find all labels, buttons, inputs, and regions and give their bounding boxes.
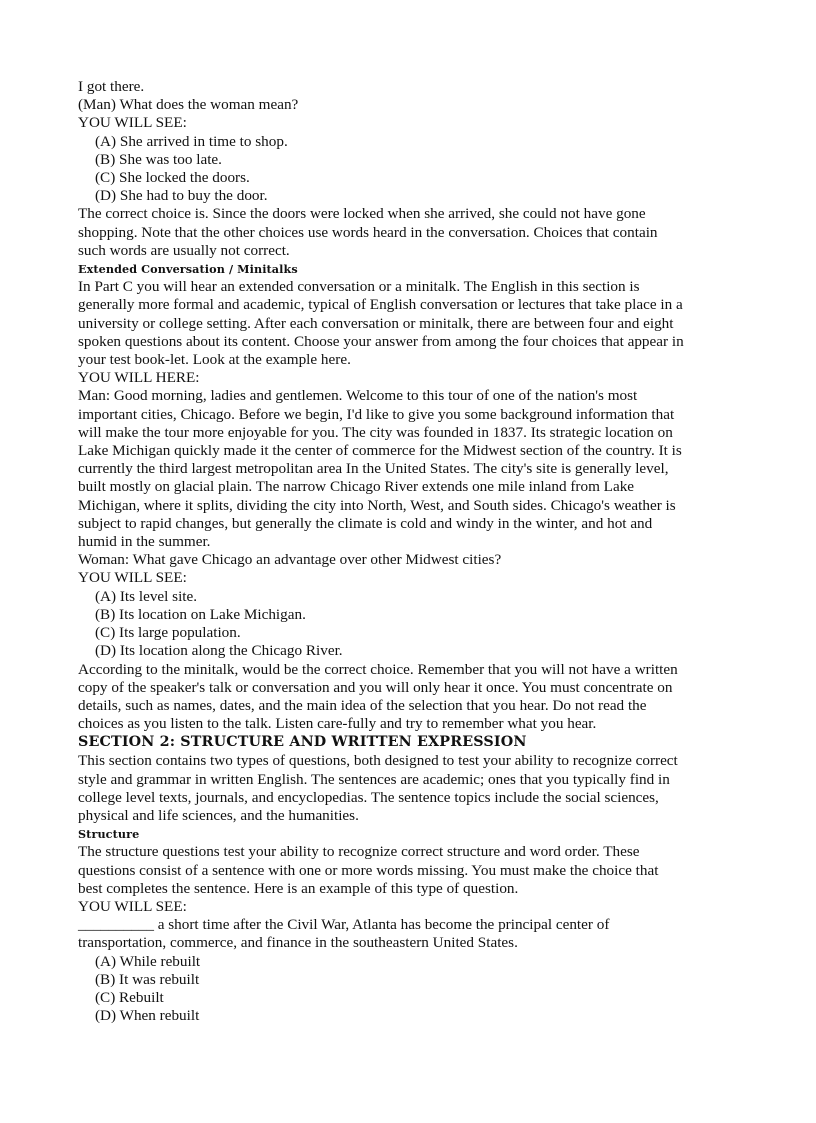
question-line: Woman: What gave Chicago an advantage over other Midwest cities?	[78, 551, 502, 569]
text-line: college level texts, journals, and encyclopedias. The sentence topics include the social sciences,	[78, 788, 659, 806]
text-line: The correct choice is. Since the doors were locked when she arrived, she could not have gone	[78, 205, 646, 223]
you-will-see-label: YOU WILL SEE:	[78, 897, 187, 915]
document-page	[78, 78, 738, 1025]
choice-b: (B) It was rebuilt	[95, 970, 200, 988]
text-line: copy of the speaker's talk or conversation and you will only hear it once. You must concentrate on	[78, 678, 673, 696]
intro-text	[78, 78, 738, 133]
heading-structure: Structure	[78, 827, 140, 842]
you-will-see-label: YOU WILL SEE:	[78, 569, 187, 587]
minitalk-transcript	[78, 387, 738, 587]
text-line: Michigan, where it splits, dividing the city into North, West, and South sides. Chicago's weather is	[78, 496, 676, 514]
choice-c: (C) Rebuilt	[95, 988, 164, 1006]
question-line: (Man) What does the woman mean?	[78, 96, 299, 114]
text-line: spoken questions about its content. Choose your answer from among the four choices that appear in	[78, 332, 684, 350]
text-line: According to the minitalk, would be the correct choice. Remember that you will not have a written	[78, 660, 678, 678]
choice-d: (D) She had to buy the door.	[95, 187, 268, 205]
part-c-paragraph	[78, 278, 738, 387]
text-line: best completes the sentence. Here is an example of this type of question.	[78, 879, 519, 897]
choice-c: (C) Its large population.	[95, 624, 241, 642]
text-line: choices as you listen to the talk. Listen care-fully and try to remember what you hear.	[78, 715, 597, 733]
text-line: university or college setting. After each conversation or minitalk, there are between four and eight	[78, 314, 674, 332]
text-line: built mostly on glacial plain. The narrow Chicago River extends one mile inland from Lake	[78, 478, 635, 496]
text-line: humid in the summer.	[78, 533, 211, 551]
text-line: The structure questions test your ability to recognize correct structure and word order. These	[78, 843, 640, 861]
text-line: physical and life sciences, and the humanities.	[78, 806, 359, 824]
text-line: Lake Michigan quickly made it the center of commerce for the Midwest section of the country. It is	[78, 442, 682, 460]
choice-d: (D) When rebuilt	[95, 1007, 200, 1025]
section2-paragraph	[78, 752, 738, 825]
you-will-see-label: YOU WILL SEE:	[78, 114, 187, 132]
text-line: will make the tour more enjoyable for you. The city was founded in 1837. Its strategic location on	[78, 423, 673, 441]
example2-explanation	[78, 661, 738, 734]
choice-a: (A) Its level site.	[95, 587, 198, 605]
choice-b: (B) She was too late.	[95, 150, 222, 168]
choice-c: (C) She locked the doors.	[95, 169, 250, 187]
example3-choices	[78, 953, 738, 1026]
text-line: style and grammar in written English. The sentences are academic; ones that you typically find in	[78, 770, 670, 788]
choice-a: (A) While rebuilt	[95, 952, 201, 970]
text-line: generally more formal and academic, typical of English conversation or lectures that take place in a	[78, 296, 683, 314]
text-line: details, such as names, dates, and the main idea of the selection that you hear. Do not read the	[78, 696, 647, 714]
text-line: In Part C you will hear an extended conversation or a minitalk. The English in this section is	[78, 278, 640, 296]
heading-extended-conversation: Extended Conversation / Minitalks	[78, 262, 298, 277]
choice-b: (B) Its location on Lake Michigan.	[95, 605, 306, 623]
example2-choices	[78, 588, 738, 661]
example-sentence-line: __________ a short time after the Civil War, Atlanta has become the principal center of	[78, 916, 610, 934]
text-line: important cities, Chicago. Before we begin, I'd like to give you some background information that	[78, 405, 675, 423]
text-line: questions consist of a sentence with one or more words missing. You must make the choice that	[78, 861, 659, 879]
example1-explanation	[78, 205, 738, 260]
text-line: currently the third largest metropolitan area In the United States. The city's site is generally level,	[78, 460, 669, 478]
structure-paragraph	[78, 843, 738, 952]
text-line: Man: Good morning, ladies and gentlemen. Welcome to this tour of one of the nation's most	[78, 387, 638, 405]
example-sentence-line: transportation, commerce, and finance in the southeastern United States.	[78, 934, 518, 952]
choice-d: (D) Its location along the Chicago River.	[95, 642, 343, 660]
text-line: such words are usually not correct.	[78, 241, 290, 259]
example1-choices	[78, 133, 738, 206]
text-line: This section contains two types of questions, both designed to test your ability to recognize correct	[78, 752, 678, 770]
choice-a: (A) She arrived in time to shop.	[95, 132, 288, 150]
you-will-here-label: YOU WILL HERE:	[78, 369, 200, 387]
text-line: your test book-let. Look at the example here.	[78, 351, 351, 369]
text-line: subject to rapid changes, but generally the climate is cold and windy in the winter, and hot and	[78, 514, 653, 532]
heading-section-2: SECTION 2: STRUCTURE AND WRITTEN EXPRESSION	[78, 734, 527, 751]
text-line: I got there.	[78, 78, 145, 95]
text-line: shopping. Note that the other choices use words heard in the conversation. Choices that contain	[78, 223, 658, 241]
